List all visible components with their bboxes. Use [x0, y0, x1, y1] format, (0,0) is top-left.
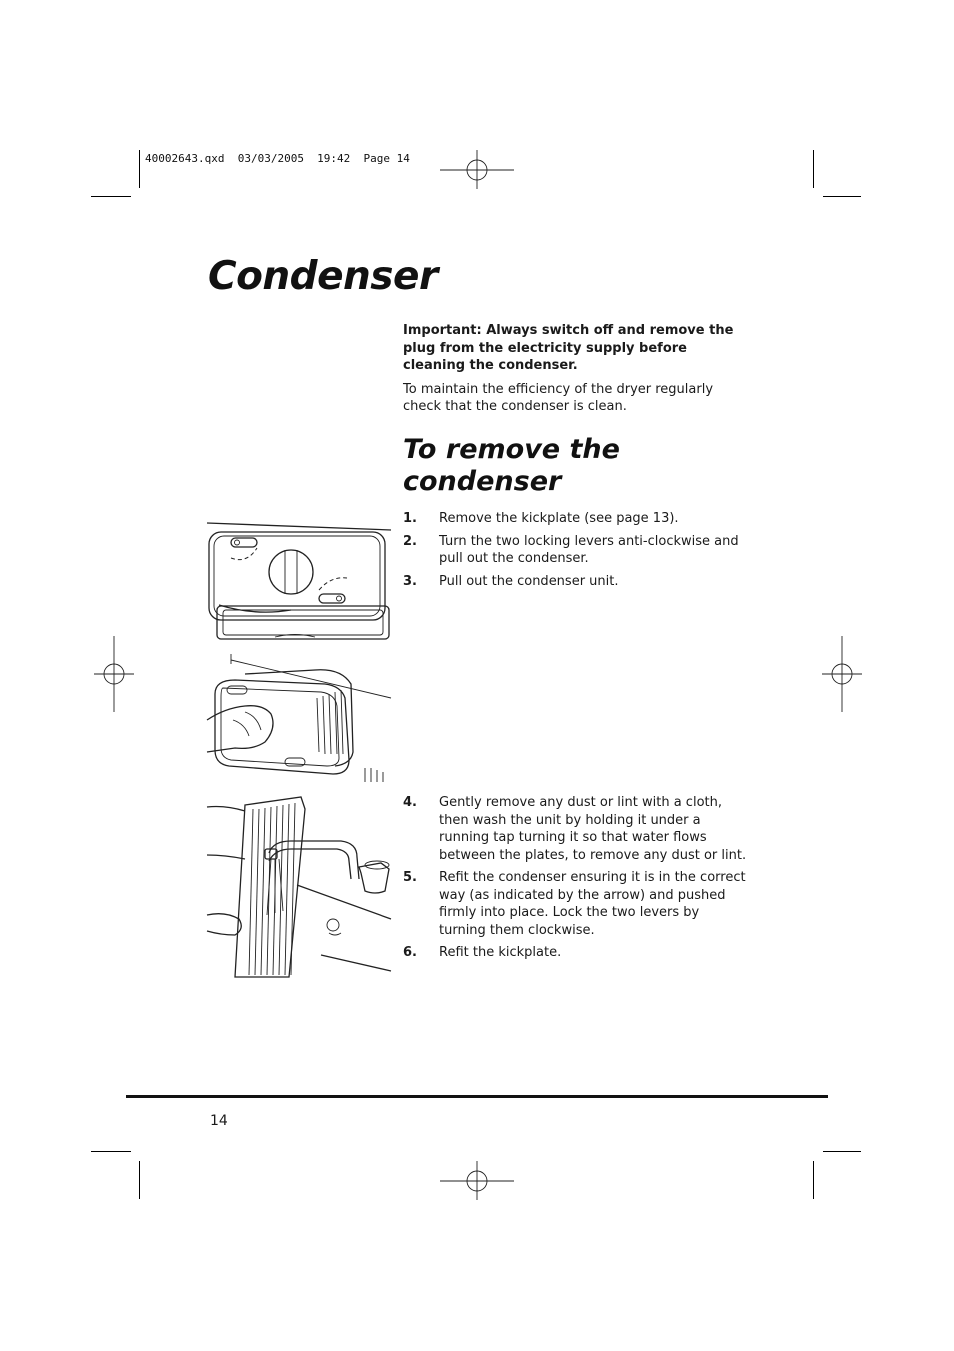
step-number: 2. [403, 533, 417, 549]
intro-block [403, 322, 748, 422]
section-title: To remove the condenser [403, 434, 620, 497]
steps-list-2 [403, 794, 748, 967]
step-item [403, 794, 748, 864]
print-slug: 40002643.qxd 03/03/2005 19:42 Page 14 [145, 152, 410, 165]
step-number: 1. [403, 511, 417, 526]
page-number: 14 [210, 1113, 228, 1129]
step-item [403, 533, 748, 568]
step-text: Refit the kickplate. [439, 945, 562, 960]
step-number: 5. [403, 870, 417, 885]
step-number: 4. [403, 795, 417, 810]
step-text: Refit the condenser ensuring it is in the correct way (as indicated by the arrow) and pushed firmly into place. Lock the two levers by turning them clockwise. [439, 870, 746, 938]
step-item [403, 869, 748, 939]
footer-rule [126, 1095, 828, 1098]
intro-text: To maintain the efficiency of the dryer regularly check that the condenser is clean. [403, 381, 714, 414]
step-text: Pull out the condenser unit. [439, 573, 619, 589]
condenser-levers-illustration [205, 520, 393, 648]
wash-condenser-illustration [205, 795, 395, 980]
step-number: 6. [403, 945, 417, 960]
step-item [403, 510, 748, 528]
step-item [403, 573, 748, 591]
important-notice: Important: Always switch off and remove the plug from the electricity supply before cleaning the condenser. [403, 323, 734, 373]
step-text: Remove the kickplate (see page 13). [439, 511, 679, 526]
pull-out-condenser-illustration [205, 650, 393, 785]
page-title: Condenser [208, 254, 438, 299]
step-text: Gently remove any dust or lint with a cloth, then wash the unit by holding it under a running tap turning it so that water flows between the plates, to remove any dust or lint. [439, 795, 747, 863]
step-item [403, 944, 748, 962]
step-number: 3. [403, 573, 417, 589]
steps-list-1 [403, 510, 748, 595]
step-text: Turn the two locking levers anti-clockwise and pull out the condenser. [439, 533, 739, 566]
